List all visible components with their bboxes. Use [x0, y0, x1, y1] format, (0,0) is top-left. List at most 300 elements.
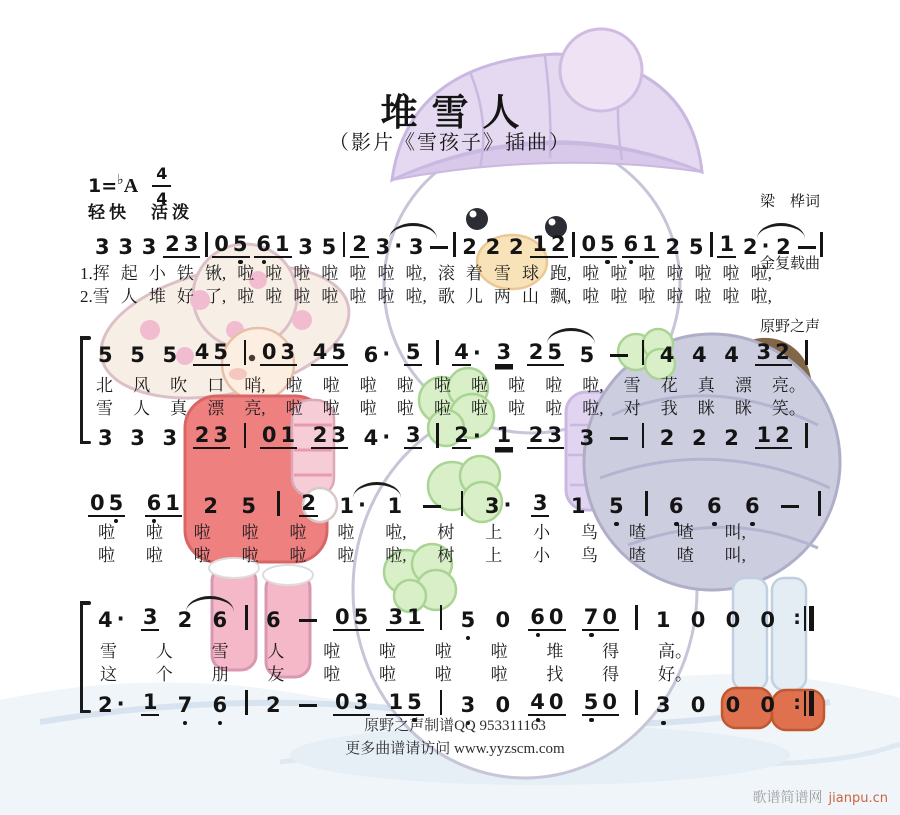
note — [689, 694, 708, 716]
note — [212, 233, 249, 258]
lyric-syllable: 啦 — [322, 399, 340, 418]
note-digit: 2 — [165, 231, 180, 256]
note-digit: 5 — [405, 339, 421, 364]
barline — [805, 340, 808, 365]
note-digit: 3 — [118, 234, 133, 259]
lyric-syllable: 啦 — [582, 287, 600, 306]
lyric-syllable: 喳 — [628, 523, 646, 542]
note-digit: 0 — [602, 689, 617, 714]
note — [507, 236, 526, 258]
note — [141, 606, 160, 631]
note-digit: 1 — [387, 493, 403, 518]
note-digit: 5 — [331, 339, 346, 364]
note — [578, 344, 597, 366]
lyric-syllable: 眯 — [734, 399, 752, 418]
note — [527, 341, 564, 366]
lyric-syllable: 雪 — [100, 642, 117, 661]
note — [569, 495, 588, 517]
lyric-syllable: 啦 — [237, 287, 255, 306]
note-digit: 3 — [408, 234, 424, 259]
lyric-syllable: 啦 — [193, 546, 211, 565]
note — [667, 495, 686, 517]
note-digit: 4 — [724, 342, 739, 367]
lyric-syllable: 这 — [100, 665, 117, 684]
footer-block — [290, 715, 620, 762]
duration-dash — [610, 437, 628, 440]
note-digit: 2 — [352, 231, 367, 256]
note — [333, 691, 370, 716]
lyric-syllable: 啦 — [265, 287, 283, 306]
lyric-syllable: 山 — [521, 287, 539, 306]
note-digit: 0 — [335, 604, 350, 629]
lyric-syllable: 啦 — [545, 399, 563, 418]
barline — [635, 605, 638, 630]
note-digit: 2 — [550, 231, 566, 256]
lyric-syllable: 啦 — [349, 287, 367, 306]
note-digit: 0 — [581, 231, 597, 256]
barline — [461, 491, 464, 516]
note-digit: 1 — [532, 231, 547, 256]
note-digit: 0 — [760, 607, 776, 632]
note-digit: 5 — [321, 234, 337, 259]
note — [311, 424, 348, 449]
note-digit: 3 — [280, 339, 296, 364]
lyric-syllable: 得 — [602, 642, 620, 661]
system-bracket — [80, 339, 92, 441]
notes-row — [88, 487, 821, 517]
lyric-syllable: 歌 — [437, 287, 455, 306]
lyric-syllable: 小 — [533, 546, 551, 565]
note-digit: 0 — [760, 692, 776, 717]
note — [260, 341, 297, 366]
note-digit: 2 — [775, 422, 790, 447]
key-prefix: 1= — [88, 175, 118, 197]
note — [386, 691, 423, 716]
note — [755, 424, 792, 449]
duration-dot: · — [358, 493, 367, 518]
note — [210, 609, 229, 631]
lyric-syllable: 啦 — [666, 287, 684, 306]
note-digit: 6 — [210, 694, 229, 716]
lyric-syllable: 啦 — [610, 287, 628, 306]
watermark — [753, 787, 888, 807]
lyrics-row — [98, 541, 746, 566]
note-digit: 3 — [213, 422, 229, 447]
lyric-syllable: 啦 — [193, 523, 211, 542]
lyric-syllable: 上 — [485, 546, 503, 565]
lyric-syllable: 雪 — [493, 264, 511, 283]
note-digit: 0 — [335, 689, 350, 714]
note-digit: 5 — [405, 691, 424, 713]
note-digit: 1 — [407, 604, 422, 629]
note-digit: 3 — [331, 422, 346, 447]
barline — [572, 232, 575, 257]
lyric-syllable: 2.雪 — [80, 287, 110, 306]
repeat-sign: : — [793, 690, 814, 716]
lyric-syllable: 啦, — [405, 287, 427, 306]
lyric-syllable: 人 — [133, 399, 151, 418]
note-digit: 3 — [298, 234, 313, 259]
note — [578, 427, 597, 449]
note-digit: 3 — [654, 694, 673, 716]
note — [88, 492, 125, 517]
duration-dot: · — [472, 423, 481, 448]
barline — [205, 232, 208, 257]
meter-denominator: 4 — [156, 189, 168, 208]
lyric-syllable: 堆 — [546, 642, 564, 661]
note-digit: 6 — [254, 233, 273, 255]
note — [193, 341, 230, 366]
lyric-syllable: 啦 — [694, 264, 712, 283]
note-digit: 2 — [177, 607, 193, 632]
note-digit: 5 — [130, 342, 145, 367]
note — [758, 694, 777, 716]
lyric-syllable: 啦 — [433, 399, 451, 418]
barline — [820, 232, 823, 257]
note-digit: 5 — [231, 233, 250, 255]
barline — [436, 423, 439, 448]
note-digit: 3 — [130, 425, 145, 450]
lyric-syllable: 啦 — [666, 264, 684, 283]
lyric-syllable: 友 — [267, 665, 285, 684]
duration-dot: · — [116, 692, 125, 717]
lyric-syllable: 啦, — [385, 546, 407, 565]
lyric-syllable: 啦 — [241, 546, 259, 565]
note-digit: 1 — [756, 422, 772, 447]
note — [452, 424, 481, 449]
note — [96, 344, 115, 366]
slur-arc — [547, 328, 595, 344]
lyric-syllable: 亮。 — [771, 376, 806, 395]
note-digit: 0 — [90, 490, 105, 515]
composer-credit: 金复载曲 — [759, 256, 820, 273]
low-octave-dot — [218, 721, 223, 726]
lyric-syllable: 啦 — [145, 523, 163, 542]
lyric-syllable: 啦 — [694, 287, 712, 306]
note-digit: 4 — [454, 339, 469, 364]
note-digit: 5 — [353, 604, 369, 629]
note — [743, 495, 762, 517]
note — [385, 495, 404, 517]
barline — [440, 690, 443, 715]
tempo-marking: 轻快 活泼 — [88, 203, 193, 222]
note — [664, 236, 683, 258]
note-digit: 0 — [548, 604, 564, 629]
lyric-syllable: 起 — [120, 264, 138, 283]
note — [96, 427, 115, 449]
duration-dash — [299, 704, 317, 707]
repeat-sign: : — [793, 605, 814, 631]
note — [658, 344, 677, 366]
barline — [642, 340, 645, 365]
note-digit: 0 — [548, 689, 564, 714]
note — [96, 694, 125, 716]
lyric-syllable: 啦, — [582, 399, 604, 418]
note-digit: 5 — [459, 609, 478, 631]
lyric-syllable: 漂 — [207, 399, 225, 418]
note — [528, 691, 565, 716]
note — [140, 236, 159, 258]
lyric-syllable: 好。 — [657, 665, 692, 684]
barline — [635, 690, 638, 715]
note — [722, 427, 741, 449]
note — [93, 236, 112, 258]
note-digit: 1 — [642, 231, 657, 256]
note — [580, 233, 617, 258]
note — [658, 427, 677, 449]
watermark-site-url: jianpu.cn — [828, 791, 888, 806]
lyric-syllable: 啦 — [337, 546, 355, 565]
note-digit: 3 — [547, 422, 563, 447]
note-digit: 2 — [462, 234, 477, 259]
note-digit: 5 — [579, 342, 595, 367]
notes-row — [96, 419, 808, 449]
song-subtitle: （影片《雪孩子》插曲） — [329, 132, 571, 154]
note — [582, 691, 619, 716]
note — [493, 609, 512, 631]
lyric-syllable: 啦, — [582, 376, 604, 395]
note-digit: 1 — [719, 231, 735, 256]
note — [201, 495, 220, 517]
note-digit: 0 — [214, 231, 229, 256]
lyric-syllable: 好 — [176, 287, 194, 306]
note-digit: 2 — [528, 339, 544, 364]
lyric-syllable: 啦, — [405, 264, 427, 283]
note-digit: 6 — [266, 607, 281, 632]
lyric-syllable: 啦 — [321, 287, 339, 306]
note — [161, 427, 180, 449]
note-digit: 3 — [484, 493, 500, 518]
lyric-syllable: 啦 — [323, 665, 341, 684]
lyric-syllable: 啦, — [385, 523, 407, 542]
lyric-syllable: 两 — [493, 287, 511, 306]
lyric-syllable: 啦 — [396, 376, 414, 395]
note — [362, 344, 391, 366]
note-digit: 6 — [622, 233, 641, 255]
lyric-syllable: 啦 — [490, 642, 508, 661]
lyric-syllable: 小 — [148, 264, 166, 283]
lyric-syllable: 啦 — [285, 399, 303, 418]
note — [264, 694, 283, 716]
lyric-syllable: 雪 — [96, 399, 113, 418]
note-digit: 3 — [183, 231, 199, 256]
lyric-syllable: 啦 — [321, 264, 339, 283]
lyric-syllable: 鸟 — [581, 523, 598, 542]
note — [690, 344, 709, 366]
lyric-syllable: 高。 — [657, 642, 692, 661]
note-digit: 6 — [667, 495, 686, 517]
lyric-syllable: 啦 — [237, 264, 255, 283]
note-digit: 3 — [375, 234, 391, 259]
lyric-syllable: 啦 — [722, 264, 740, 283]
low-octave-dot — [750, 522, 755, 527]
note-digit: 2 — [194, 422, 210, 447]
note-digit: 7 — [176, 694, 195, 716]
lyric-syllable: 着 — [465, 264, 483, 283]
note — [386, 606, 423, 631]
lyric-syllable: 啦 — [508, 399, 526, 418]
note-digit: 4 — [691, 342, 707, 367]
lyric-syllable: 啦 — [433, 376, 451, 395]
lyric-syllable: 风 — [133, 376, 151, 395]
lyric-syllable: 啦 — [722, 287, 740, 306]
note — [654, 609, 673, 631]
lyric-syllable: 啦 — [638, 287, 656, 306]
note — [337, 495, 366, 517]
note-digit: 6 — [145, 492, 164, 514]
note-digit: 0 — [495, 607, 511, 632]
note-digit: 6 — [212, 607, 228, 632]
note-digit: 3 — [405, 422, 421, 447]
note-digit: 2 — [266, 692, 281, 717]
note — [531, 492, 550, 517]
note-digit: 1 — [280, 422, 296, 447]
note — [722, 344, 741, 366]
lyric-syllable: 滚 — [437, 264, 455, 283]
note — [774, 236, 793, 258]
lyric-syllable: 啦 — [545, 376, 563, 395]
note — [254, 233, 291, 258]
meter-numerator: 4 — [152, 164, 171, 187]
note — [264, 609, 283, 631]
note-digit: 3 — [98, 425, 113, 450]
lyric-syllable: 啦 — [638, 264, 656, 283]
lyric-syllable: 啦 — [377, 287, 395, 306]
note-digit: 1 — [655, 607, 671, 632]
note-digit: 3 — [579, 425, 595, 450]
lyric-syllable: 啦, — [750, 264, 772, 283]
note-digit: 2 — [776, 234, 791, 259]
lyric-syllable: 啦 — [610, 264, 628, 283]
footer-website-line: 更多曲谱请访问 www.yyzscm.com — [345, 741, 565, 758]
lyric-syllable: 啦 — [285, 376, 303, 395]
note — [495, 424, 514, 449]
duration-dash — [610, 354, 628, 357]
duration-dot: · — [761, 234, 770, 259]
lyric-syllable: 儿 — [465, 287, 483, 306]
lyric-syllable: 啦 — [322, 376, 340, 395]
note — [493, 694, 512, 716]
note-digit: 7 — [582, 606, 601, 628]
lyric-syllable: 树 — [437, 523, 455, 542]
note-digit: 0 — [690, 692, 706, 717]
note-digit: 1 — [496, 422, 512, 447]
lyric-syllable: 啦 — [377, 264, 395, 283]
duration-dot: · — [503, 493, 512, 518]
note-digit: 4 — [363, 425, 379, 450]
engraver-credit: 原野之声 — [759, 318, 820, 335]
lyrics-row — [100, 660, 692, 685]
note-digit: 3 — [756, 339, 772, 364]
note — [527, 424, 564, 449]
note-digit: 1 — [274, 231, 290, 256]
note-digit: 3 — [162, 425, 178, 450]
lyric-syllable: 啦 — [396, 399, 414, 418]
lyric-syllable: 堆 — [148, 287, 166, 306]
note-digit: 3 — [532, 490, 548, 515]
note — [176, 609, 195, 631]
note — [755, 341, 792, 366]
lyric-syllable: 啦 — [378, 665, 396, 684]
note-digit: 2 — [528, 422, 544, 447]
duration-dot: · — [472, 340, 481, 365]
lyric-syllable: 了, — [204, 287, 227, 306]
lyric-syllable: 喳 — [676, 546, 694, 565]
duration-dash — [781, 505, 799, 508]
note — [724, 609, 743, 631]
note-digit: 5 — [162, 342, 178, 367]
lyric-syllable: 啦 — [293, 287, 311, 306]
lyric-syllable: 北 — [96, 376, 113, 395]
duration-dot: · — [116, 607, 125, 632]
note-digit: 4 — [194, 339, 210, 364]
lyric-syllable: 啦 — [337, 523, 355, 542]
lyric-syllable: 啦 — [241, 523, 259, 542]
note-digit: 5 — [241, 493, 257, 518]
barline — [710, 232, 713, 257]
note — [239, 495, 258, 517]
low-octave-dot — [183, 721, 188, 726]
note-digit: 2 — [312, 422, 328, 447]
barline — [244, 423, 247, 448]
note — [333, 606, 370, 631]
note — [362, 427, 391, 449]
note-digit: 0 — [261, 422, 277, 447]
barline — [343, 232, 346, 257]
note — [145, 492, 182, 517]
note — [724, 694, 743, 716]
lyric-syllable: 朋 — [211, 665, 229, 684]
lyric-syllable: 啦 — [378, 642, 396, 661]
note — [350, 233, 369, 258]
note — [689, 609, 708, 631]
note — [141, 691, 160, 716]
note — [128, 427, 147, 449]
lyric-syllable: 啦 — [289, 523, 307, 542]
note-digit: 6 — [528, 606, 547, 628]
note-digit: 3 — [141, 234, 157, 259]
note-digit: 2 — [508, 234, 524, 259]
note — [687, 236, 706, 258]
lyric-syllable: 哨, — [244, 376, 266, 395]
key-letter: A — [123, 174, 139, 197]
lyric-syllable: 啦 — [582, 264, 600, 283]
note — [690, 427, 709, 449]
note — [705, 495, 724, 517]
lyric-syllable: 鸟 — [581, 546, 598, 565]
lyric-syllable: 人 — [120, 287, 138, 306]
duration-dot: · — [382, 425, 391, 450]
note-digit: 0 — [602, 604, 617, 629]
lyric-syllable: 锹, — [204, 264, 227, 283]
note — [296, 236, 315, 258]
notes-row — [96, 336, 808, 366]
note — [607, 495, 626, 517]
barline — [245, 605, 248, 630]
lyric-syllable: 我 — [660, 399, 678, 418]
duration-dot: · — [394, 234, 403, 259]
note — [163, 233, 200, 258]
lyric-syllable: 啦 — [359, 399, 377, 418]
barline — [436, 340, 439, 365]
lyric-syllable: 叫, — [724, 523, 746, 542]
note-digit: 2 — [98, 692, 113, 717]
note-digit: 5 — [98, 342, 113, 367]
lyric-syllable: 上 — [485, 523, 503, 542]
lyrics-row — [100, 637, 692, 662]
note — [528, 606, 565, 631]
lyric-syllable: 啦 — [490, 665, 508, 684]
